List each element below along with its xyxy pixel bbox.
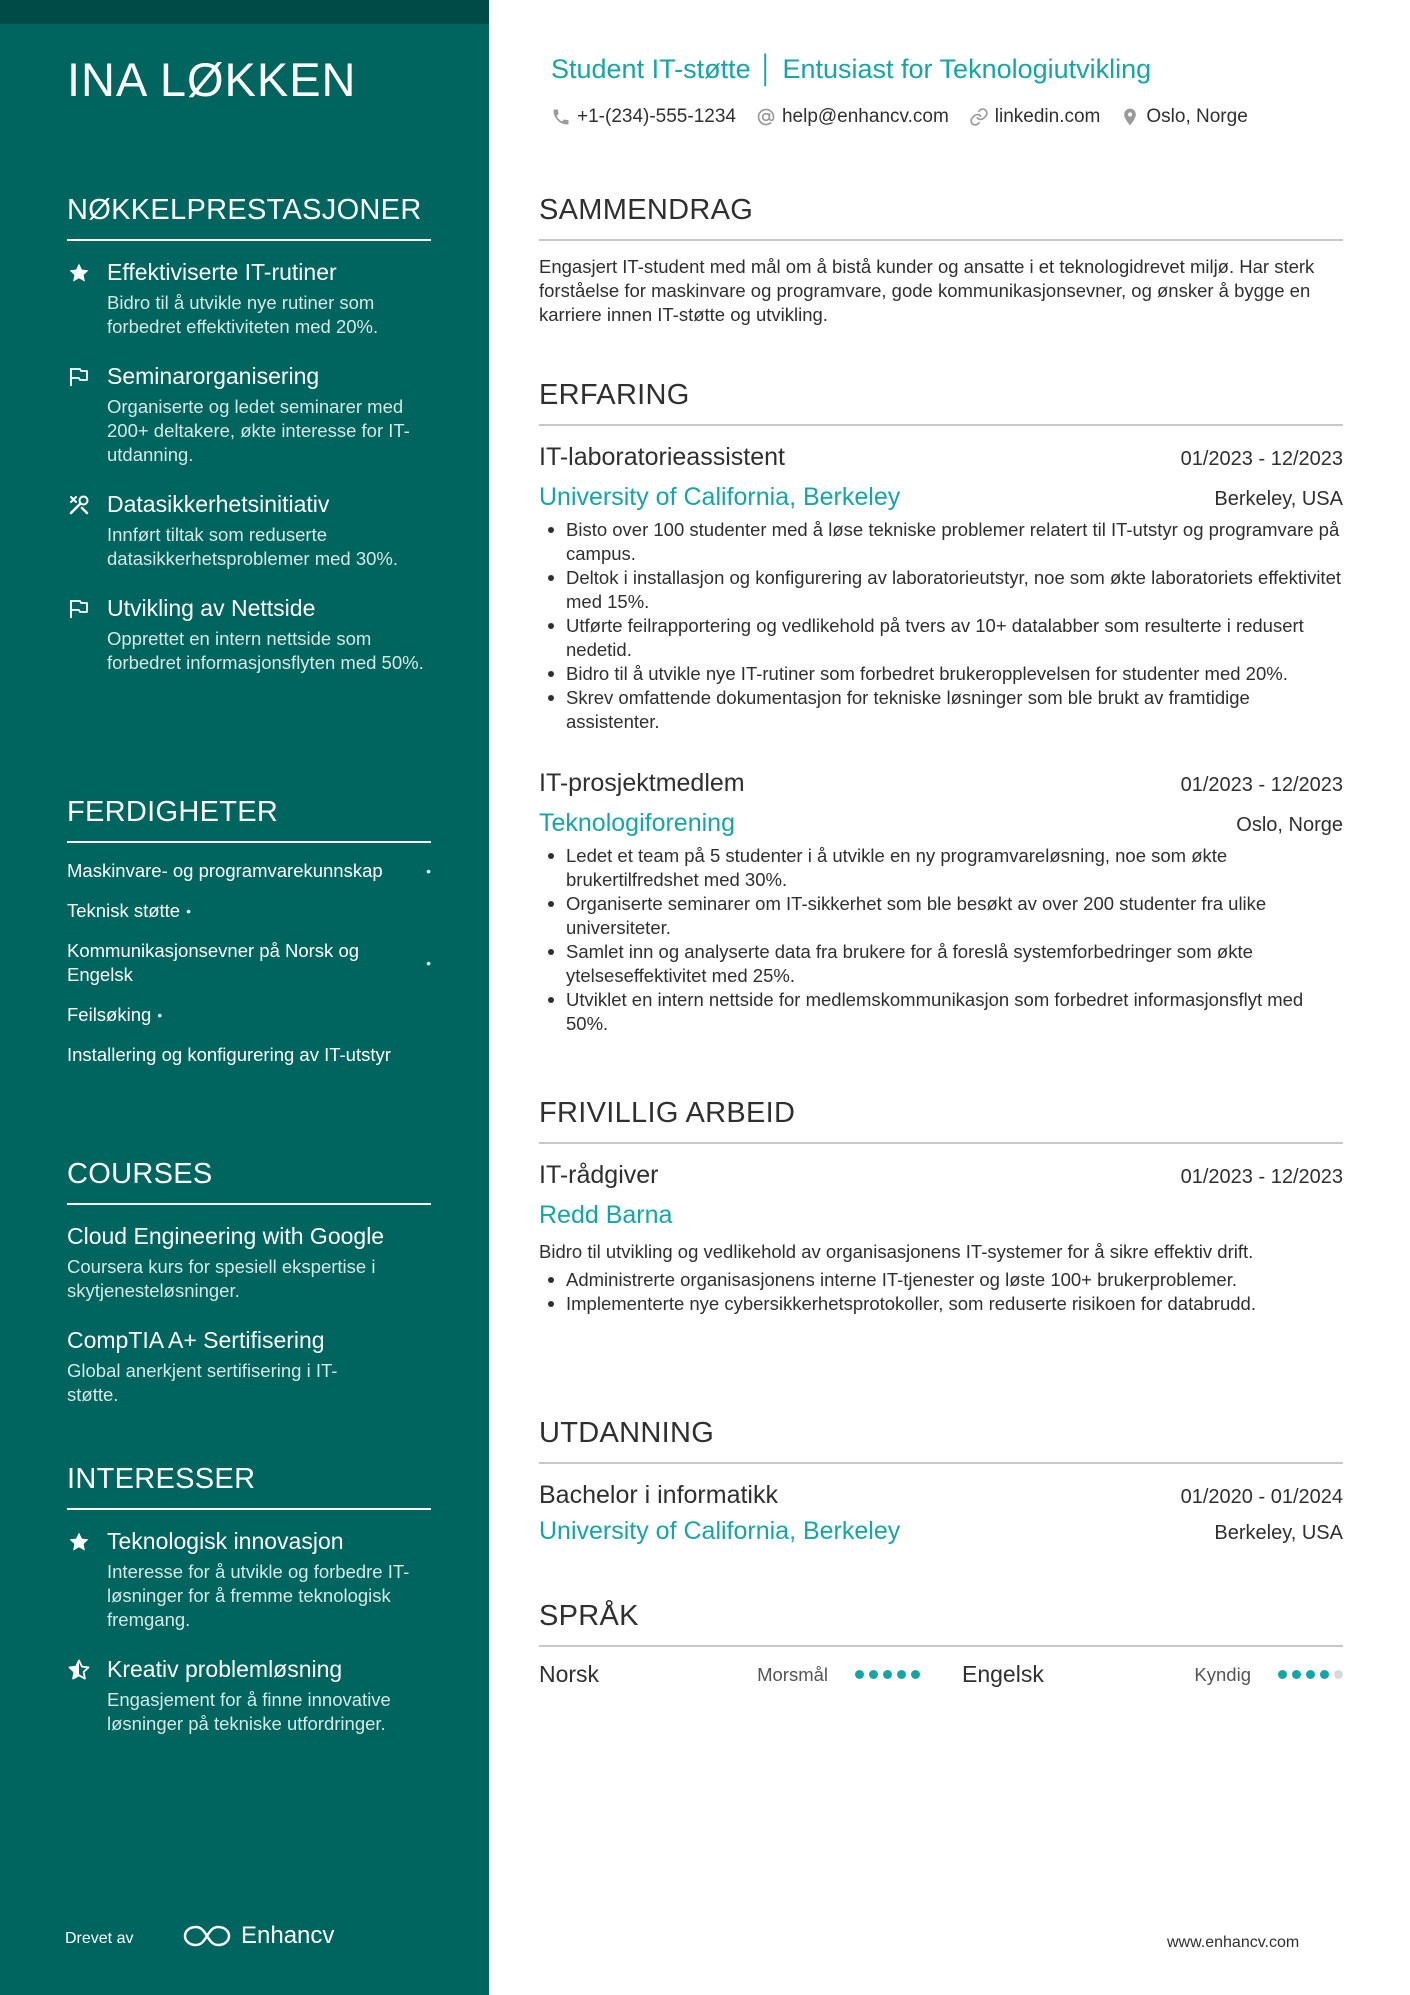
flag-icon [67,597,91,621]
achievements-section [67,194,431,697]
education-section [539,1417,1343,1570]
job-dates: 01/2023 - 12/2023 [1180,448,1343,470]
rating-dot-filled [897,1670,906,1679]
interest-description: Engasjement for å finne innovative løsninger på tekniske utfordringer. [107,1689,391,1734]
experience-entry [539,440,1343,734]
sidebar [0,0,489,1995]
achievement-description: Innført tiltak som reduserte datasikkerhetsproblemer med 30%. [107,524,399,569]
rating-dot-filled [1320,1670,1329,1679]
education-dates: 01/2020 - 01/2024 [1180,1486,1343,1508]
language-rating [1273,1670,1343,1679]
summary-heading: SAMMENDRAG [539,194,1343,241]
star-half-icon [67,1658,91,1682]
course-description: Global anerkjent sertifisering i IT-støtte. [67,1360,338,1405]
degree-title: Bachelor i informatikk [539,1481,778,1509]
achievement-title: Utvikling av Nettside [107,595,316,621]
courses-section [67,1158,431,1429]
bullet-item: Deltok i installasjon og konfigurering av laboratorieutstyr, noe som økte laboratoriets effektivitet med 15%. [539,566,1343,614]
flag-icon [67,365,91,389]
candidate-name: INA LØKKEN [67,53,357,106]
contact-location [1120,106,1247,128]
interests-section [67,1463,431,1758]
course-title: Cloud Engineering with Google [67,1223,385,1249]
languages-section [539,1600,1343,1688]
contact-bar [551,106,1268,128]
school-name: University of California, Berkeley [539,1517,901,1545]
job-bullets [539,518,1343,734]
at-sign-icon [756,107,776,127]
job-title: IT-prosjektmedlem [539,769,745,797]
skills-section [67,796,431,1083]
achievement-item [67,257,431,339]
skills-heading: FERDIGHETER [67,796,431,843]
bullet-item: Ledet et team på 5 studenter i å utvikle en ny programvareløsning, noe som økte brukertilfredshet med 30%. [539,844,1343,892]
bullet-item: Implementerte nye cybersikkerhetsprotokoller, som reduserte risikoen for databrudd. [539,1292,1343,1316]
achievement-description: Opprettet en intern nettside som forbedret informasjonsflyten med 50%. [107,628,424,673]
achievement-item [67,593,431,675]
course-title: CompTIA A+ Sertifisering [67,1327,325,1353]
skill-label: Teknisk støtte [67,900,181,921]
separator-dot: • [157,1007,163,1023]
language-item [962,1661,1343,1688]
achievement-item [67,489,431,571]
phone-icon [551,107,571,127]
skill-item [67,899,431,923]
bullet-item: Utførte feilrapportering og vedlikehold på tvers av 10+ datalabber som resulterte i redusert nedetid. [539,614,1343,662]
interest-description: Interesse for å utvikle og forbedre IT-løsninger for å fremme teknologisk fremgang. [107,1561,410,1630]
location-pin-icon [1120,107,1140,127]
skill-label: Maskinvare- og programvarekunnskap [67,860,383,881]
volunteer-heading: FRIVILLIG ARBEID [539,1097,1343,1144]
link-icon [969,107,989,127]
enhancv-brand[interactable] [183,1922,334,1950]
phone-text: +1-(234)-555-1234 [577,106,736,127]
sidebar-top-bar [0,0,489,24]
summary-section [539,194,1343,327]
powered-by-label: Drevet av [65,1930,134,1947]
rating-dot-filled [883,1670,892,1679]
experience-heading: ERFARING [539,379,1343,426]
achievement-title: Effektiviserte IT-rutiner [107,259,337,285]
star-icon [67,261,91,285]
contact-email[interactable] [756,106,949,128]
employer: University of California, Berkeley [539,483,901,511]
volunteer-org: Redd Barna [539,1201,673,1229]
summary-text: Engasjert IT-student med mål om å bistå kunder og ansatte i et teknologidrevet miljø. Har sterk forståelse for maskinvare og programvare, gode kommunikasjonsevner, og ønsker å bygge en karriere innen IT-støtte og utvikling. [539,256,1315,325]
skill-item [67,1003,431,1027]
course-item [67,1221,431,1303]
languages-heading: SPRÅK [539,1600,1343,1647]
headline: Student IT-støtte │ Entusiast for Teknologiutvikling [551,54,1152,84]
bullet-item: Skrev omfattende dokumentasjon for tekniske løsninger som ble brukt av framtidige assistenter. [539,686,1343,734]
skill-item [67,1043,431,1067]
language-name: Norsk [539,1661,600,1687]
contact-phone[interactable] [551,106,736,128]
star-icon [67,1530,91,1554]
achievement-title: Datasikkerhetsinitiativ [107,491,330,517]
volunteer-bullets [539,1268,1343,1316]
bullet-item: Organiserte seminarer om IT-sikkerhet som ble besøkt av over 200 studenter fra ulike universiteter. [539,892,1343,940]
achievements-heading: NØKKELPRESTASJONER [67,194,431,241]
contact-linkedin[interactable] [969,106,1101,128]
brand-name: Enhancv [241,1922,335,1949]
job-dates: 01/2023 - 12/2023 [1180,774,1343,796]
achievement-title: Seminarorganisering [107,363,320,389]
interest-item [67,1654,431,1736]
rating-dot-filled [1306,1670,1315,1679]
experience-entry [539,766,1343,1036]
interest-item [67,1526,431,1632]
job-location: Oslo, Norge [1236,814,1343,836]
bullet-item: Bisto over 100 studenter med å løse tekniske problemer relatert til IT-utstyr og programvare på campus. [539,518,1343,566]
separator-dot: • [426,863,431,879]
job-location: Berkeley, USA [1214,488,1343,510]
volunteer-entry [539,1158,1343,1316]
job-title: IT-laboratorieassistent [539,443,785,471]
course-item [67,1325,431,1407]
volunteer-title: IT-rådgiver [539,1161,659,1189]
skill-label: Feilsøking [67,1004,152,1025]
education-entry [539,1478,1343,1548]
rating-dot-filled [869,1670,878,1679]
interest-title: Teknologisk innovasjon [107,1528,344,1554]
achievement-item [67,361,431,467]
rating-dot-filled [855,1670,864,1679]
volunteer-description: Bidro til utvikling og vedlikehold av organisasjonens IT-systemer for å sikre effektiv drift. [539,1241,1254,1262]
achievement-description: Bidro til å utvikle nye rutiner som forbedret effektiviteten med 20%. [107,292,379,337]
language-rating [850,1670,920,1679]
employer: Teknologiforening [539,809,735,837]
rating-dot-empty [1334,1670,1343,1679]
experience-section [539,379,1343,1058]
email-text: help@enhancv.com [781,106,949,127]
courses-heading: COURSES [67,1158,431,1205]
skill-label: Kommunikasjonsevner på Norsk og Engelsk [67,940,360,985]
education-heading: UTDANNING [539,1417,1343,1464]
interest-title: Kreativ problemløsning [107,1656,343,1682]
website-link[interactable]: www.enhancv.com [1167,1934,1300,1951]
bullet-item: Administrerte organisasjonens interne IT-tjenester og løste 100+ brukerproblemer. [539,1268,1343,1292]
language-level: Kyndig [1194,1663,1251,1685]
location-text: Oslo, Norge [1146,106,1248,127]
volunteer-section [539,1097,1343,1338]
rating-dot-filled [1292,1670,1301,1679]
skill-item [67,859,431,883]
job-bullets [539,844,1343,1036]
bullet-item: Bidro til å utvikle nye IT-rutiner som forbedret brukeropplevelsen for studenter med 20%. [539,662,1343,686]
skill-label: Installering og konfigurering av IT-utstyr [67,1044,391,1065]
language-item [539,1661,920,1688]
volunteer-dates: 01/2023 - 12/2023 [1180,1166,1343,1188]
separator-dot: • [426,955,431,971]
bullet-item: Utviklet en intern nettside for medlemskommunikasjon som forbedret informasjonsflyt med 50%. [539,988,1343,1036]
linkedin-text: linkedin.com [994,106,1101,127]
school-location: Berkeley, USA [1214,1522,1343,1544]
achievement-description: Organiserte og ledet seminarer med 200+ deltakere, økte interesse for IT-utdanning. [107,396,410,465]
rating-dot-filled [911,1670,920,1679]
enhancv-logo-icon [183,1923,231,1949]
language-name: Engelsk [962,1661,1044,1687]
rating-dot-filled [1278,1670,1287,1679]
separator-dot: • [186,903,191,919]
tools-icon [67,493,91,517]
interests-heading: INTERESSER [67,1463,431,1510]
course-description: Coursera kurs for spesiell ekspertise i skytjenesteløsninger. [67,1256,376,1301]
language-level: Morsmål [757,1663,828,1685]
skill-item [67,939,431,987]
bullet-item: Samlet inn og analyserte data fra brukere for å foreslå systemforbedringer som økte ytelseseffektivitet med 25%. [539,940,1343,988]
